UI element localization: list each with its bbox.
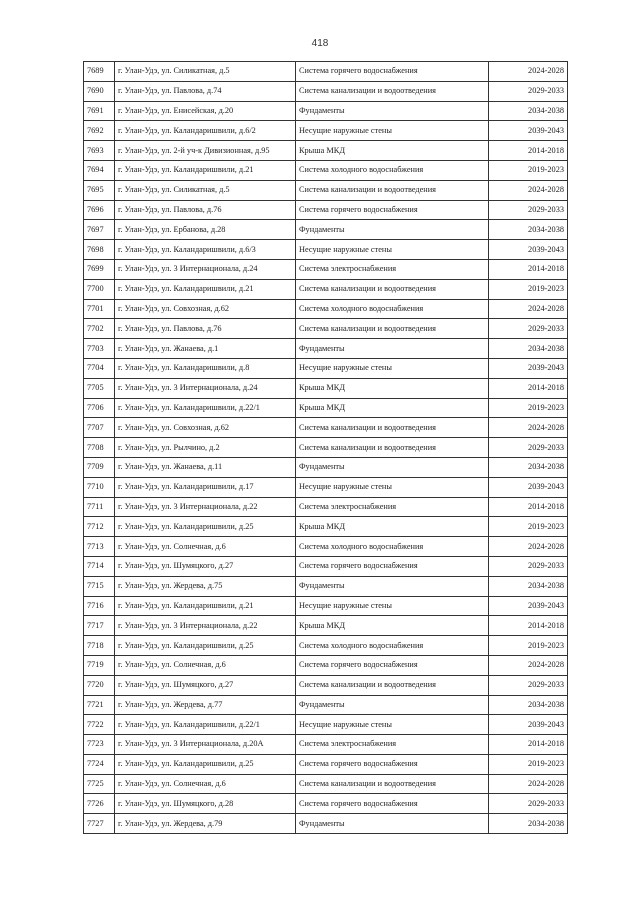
cell-number: 7712: [84, 517, 115, 537]
cell-number: 7703: [84, 339, 115, 359]
cell-work-type: Система горячего водоснабжения: [296, 200, 489, 220]
cell-work-type: Фундаменты: [296, 814, 489, 834]
cell-address: г. Улан-Удэ, ул. Каландаришвили, д.6/2: [115, 121, 296, 141]
repair-schedule-table: [83, 61, 568, 834]
cell-period: 2034-2038: [489, 339, 568, 359]
table-row: [84, 497, 568, 517]
cell-address: г. Улан-Удэ, ул. Павлова, д.76: [115, 200, 296, 220]
cell-work-type: Система горячего водоснабжения: [296, 556, 489, 576]
cell-period: 2014-2018: [489, 378, 568, 398]
table-row: [84, 477, 568, 497]
cell-number: 7719: [84, 655, 115, 675]
table-row: [84, 556, 568, 576]
cell-number: 7718: [84, 636, 115, 656]
cell-address: г. Улан-Удэ, ул. Силикатная, д.5: [115, 62, 296, 82]
cell-period: 2039-2043: [489, 477, 568, 497]
cell-number: 7691: [84, 101, 115, 121]
cell-period: 2019-2023: [489, 398, 568, 418]
table-row: [84, 378, 568, 398]
table-row: [84, 141, 568, 161]
cell-address: г. Улан-Удэ, ул. 3 Интернационала, д.20А: [115, 735, 296, 755]
cell-work-type: Система электроснабжения: [296, 735, 489, 755]
cell-address: г. Улан-Удэ, ул. Жанаева, д.11: [115, 457, 296, 477]
cell-number: 7711: [84, 497, 115, 517]
table-row: [84, 576, 568, 596]
table-row: [84, 517, 568, 537]
table-row: [84, 240, 568, 260]
cell-address: г. Улан-Удэ, ул. Каландаришвили, д.6/3: [115, 240, 296, 260]
cell-period: 2024-2028: [489, 299, 568, 319]
cell-number: 7723: [84, 735, 115, 755]
cell-work-type: Система канализации и водоотведения: [296, 319, 489, 339]
table-row: [84, 537, 568, 557]
cell-period: 2039-2043: [489, 715, 568, 735]
cell-address: г. Улан-Удэ, ул. Совхозная, д.62: [115, 418, 296, 438]
cell-number: 7717: [84, 616, 115, 636]
cell-number: 7721: [84, 695, 115, 715]
page-number: 418: [311, 38, 329, 49]
cell-address: г. Улан-Удэ, ул. Жердева, д.75: [115, 576, 296, 596]
table-row: [84, 358, 568, 378]
cell-work-type: Система канализации и водоотведения: [296, 418, 489, 438]
cell-work-type: Фундаменты: [296, 220, 489, 240]
cell-period: 2039-2043: [489, 596, 568, 616]
cell-address: г. Улан-Удэ, ул. Каландаришвили, д.17: [115, 477, 296, 497]
cell-work-type: Крыша МКД: [296, 616, 489, 636]
cell-work-type: Система канализации и водоотведения: [296, 438, 489, 458]
cell-address: г. Улан-Удэ, ул. 2-й уч-к Дивизионная, д.95: [115, 141, 296, 161]
table-row: [84, 735, 568, 755]
cell-work-type: Фундаменты: [296, 339, 489, 359]
table-row: [84, 62, 568, 82]
cell-work-type: Фундаменты: [296, 101, 489, 121]
cell-period: 2039-2043: [489, 121, 568, 141]
cell-period: 2034-2038: [489, 576, 568, 596]
cell-period: 2014-2018: [489, 616, 568, 636]
cell-period: 2029-2033: [489, 556, 568, 576]
cell-number: 7693: [84, 141, 115, 161]
table-row: [84, 715, 568, 735]
cell-number: 7700: [84, 279, 115, 299]
cell-period: 2029-2033: [489, 319, 568, 339]
cell-address: г. Улан-Удэ, ул. Совхозная, д.62: [115, 299, 296, 319]
cell-work-type: Система холодного водоснабжения: [296, 636, 489, 656]
cell-work-type: Фундаменты: [296, 576, 489, 596]
cell-number: 7708: [84, 438, 115, 458]
cell-number: 7726: [84, 794, 115, 814]
cell-address: г. Улан-Удэ, ул. 3 Интернационала, д.22: [115, 497, 296, 517]
cell-number: 7709: [84, 457, 115, 477]
cell-period: 2029-2033: [489, 794, 568, 814]
table-row: [84, 636, 568, 656]
cell-address: г. Улан-Удэ, ул. 3 Интернационала, д.24: [115, 259, 296, 279]
cell-period: 2024-2028: [489, 180, 568, 200]
cell-address: г. Улан-Удэ, ул. Каландаришвили, д.21: [115, 596, 296, 616]
cell-address: г. Улан-Удэ, ул. Каландаришвили, д.21: [115, 279, 296, 299]
cell-address: г. Улан-Удэ, ул. Жердева, д.77: [115, 695, 296, 715]
cell-period: 2029-2033: [489, 81, 568, 101]
cell-number: 7713: [84, 537, 115, 557]
cell-period: 2029-2033: [489, 438, 568, 458]
cell-number: 7692: [84, 121, 115, 141]
table-row: [84, 418, 568, 438]
table-row: [84, 220, 568, 240]
cell-work-type: Крыша МКД: [296, 517, 489, 537]
cell-period: 2019-2023: [489, 160, 568, 180]
cell-period: 2019-2023: [489, 279, 568, 299]
cell-work-type: Система электроснабжения: [296, 259, 489, 279]
cell-period: 2034-2038: [489, 695, 568, 715]
cell-address: г. Улан-Удэ, ул. Енисейская, д.20: [115, 101, 296, 121]
cell-number: 7722: [84, 715, 115, 735]
table-row: [84, 319, 568, 339]
cell-period: 2034-2038: [489, 220, 568, 240]
table-row: [84, 101, 568, 121]
cell-period: 2019-2023: [489, 754, 568, 774]
cell-number: 7699: [84, 259, 115, 279]
cell-work-type: Система горячего водоснабжения: [296, 62, 489, 82]
cell-work-type: Несущие наружные стены: [296, 240, 489, 260]
table-row: [84, 616, 568, 636]
cell-period: 2034-2038: [489, 457, 568, 477]
cell-address: г. Улан-Удэ, ул. Солнечная, д.6: [115, 655, 296, 675]
table-row: [84, 754, 568, 774]
cell-number: 7710: [84, 477, 115, 497]
cell-number: 7714: [84, 556, 115, 576]
table-row: [84, 299, 568, 319]
cell-work-type: Система канализации и водоотведения: [296, 279, 489, 299]
cell-number: 7697: [84, 220, 115, 240]
table-row: [84, 180, 568, 200]
cell-period: 2029-2033: [489, 675, 568, 695]
cell-number: 7702: [84, 319, 115, 339]
cell-work-type: Крыша МКД: [296, 378, 489, 398]
cell-address: г. Улан-Удэ, ул. Каландаришвили, д.8: [115, 358, 296, 378]
cell-work-type: Несущие наружные стены: [296, 121, 489, 141]
table-row: [84, 339, 568, 359]
cell-number: 7696: [84, 200, 115, 220]
cell-period: 2024-2028: [489, 537, 568, 557]
cell-work-type: Система канализации и водоотведения: [296, 675, 489, 695]
cell-period: 2019-2023: [489, 517, 568, 537]
cell-number: 7725: [84, 774, 115, 794]
table-row: [84, 814, 568, 834]
cell-period: 2024-2028: [489, 774, 568, 794]
cell-period: 2014-2018: [489, 735, 568, 755]
cell-work-type: Несущие наружные стены: [296, 596, 489, 616]
cell-number: 7720: [84, 675, 115, 695]
cell-work-type: Фундаменты: [296, 457, 489, 477]
cell-work-type: Фундаменты: [296, 695, 489, 715]
cell-work-type: Несущие наружные стены: [296, 715, 489, 735]
cell-address: г. Улан-Удэ, ул. Каландаришвили, д.25: [115, 636, 296, 656]
cell-period: 2014-2018: [489, 141, 568, 161]
cell-period: 2039-2043: [489, 240, 568, 260]
table-row: [84, 81, 568, 101]
cell-number: 7701: [84, 299, 115, 319]
cell-work-type: Крыша МКД: [296, 141, 489, 161]
cell-address: г. Улан-Удэ, ул. Павлова, д.76: [115, 319, 296, 339]
cell-number: 7694: [84, 160, 115, 180]
cell-address: г. Улан-Удэ, ул. Каландаришвили, д.22/1: [115, 715, 296, 735]
table-row: [84, 794, 568, 814]
cell-address: г. Улан-Удэ, ул. Силикатная, д.5: [115, 180, 296, 200]
table-row: [84, 695, 568, 715]
cell-address: г. Улан-Удэ, ул. Каландаришвили, д.21: [115, 160, 296, 180]
cell-period: 2029-2033: [489, 200, 568, 220]
cell-address: г. Улан-Удэ, ул. Жердева, д.79: [115, 814, 296, 834]
cell-period: 2019-2023: [489, 636, 568, 656]
cell-number: 7724: [84, 754, 115, 774]
cell-work-type: Несущие наружные стены: [296, 358, 489, 378]
cell-address: г. Улан-Удэ, ул. Каландаришвили, д.25: [115, 517, 296, 537]
cell-number: 7698: [84, 240, 115, 260]
cell-address: г. Улан-Удэ, ул. Павлова, д.74: [115, 81, 296, 101]
table-row: [84, 438, 568, 458]
table-row: [84, 596, 568, 616]
table-row: [84, 121, 568, 141]
table-row: [84, 655, 568, 675]
table-row: [84, 279, 568, 299]
cell-work-type: Система холодного водоснабжения: [296, 299, 489, 319]
cell-address: г. Улан-Удэ, ул. Ербанова, д.28: [115, 220, 296, 240]
cell-address: г. Улан-Удэ, ул. Каландаришвили, д.22/1: [115, 398, 296, 418]
cell-number: 7689: [84, 62, 115, 82]
table-row: [84, 200, 568, 220]
cell-number: 7690: [84, 81, 115, 101]
cell-number: 7707: [84, 418, 115, 438]
cell-number: 7727: [84, 814, 115, 834]
table-row: [84, 457, 568, 477]
cell-address: г. Улан-Удэ, ул. Шумяцкого, д.28: [115, 794, 296, 814]
cell-period: 2024-2028: [489, 418, 568, 438]
table-row: [84, 398, 568, 418]
table-row: [84, 259, 568, 279]
cell-period: 2024-2028: [489, 62, 568, 82]
cell-work-type: Система канализации и водоотведения: [296, 774, 489, 794]
cell-work-type: Крыша МКД: [296, 398, 489, 418]
cell-work-type: Несущие наружные стены: [296, 477, 489, 497]
cell-address: г. Улан-Удэ, ул. Жанаева, д.1: [115, 339, 296, 359]
cell-work-type: Система горячего водоснабжения: [296, 655, 489, 675]
cell-work-type: Система канализации и водоотведения: [296, 180, 489, 200]
cell-work-type: Система холодного водоснабжения: [296, 160, 489, 180]
cell-address: г. Улан-Удэ, ул. Солнечная, д.6: [115, 537, 296, 557]
cell-number: 7715: [84, 576, 115, 596]
cell-work-type: Система горячего водоснабжения: [296, 754, 489, 774]
cell-address: г. Улан-Удэ, ул. Солнечная, д.6: [115, 774, 296, 794]
cell-address: г. Улан-Удэ, ул. 3 Интернационала, д.24: [115, 378, 296, 398]
cell-period: 2034-2038: [489, 101, 568, 121]
cell-address: г. Улан-Удэ, ул. Шумяцкого, д.27: [115, 556, 296, 576]
cell-address: г. Улан-Удэ, ул. Каландаришвили, д.25: [115, 754, 296, 774]
cell-number: 7704: [84, 358, 115, 378]
table-body: [84, 62, 568, 834]
cell-period: 2039-2043: [489, 358, 568, 378]
cell-address: г. Улан-Удэ, ул. 3 Интернационала, д.22: [115, 616, 296, 636]
table-row: [84, 675, 568, 695]
cell-address: г. Улан-Удэ, ул. Шумяцкого, д.27: [115, 675, 296, 695]
cell-work-type: Система канализации и водоотведения: [296, 81, 489, 101]
cell-period: 2034-2038: [489, 814, 568, 834]
table-row: [84, 160, 568, 180]
cell-period: 2014-2018: [489, 259, 568, 279]
cell-number: 7705: [84, 378, 115, 398]
cell-work-type: Система холодного водоснабжения: [296, 537, 489, 557]
cell-work-type: Система электроснабжения: [296, 497, 489, 517]
cell-number: 7716: [84, 596, 115, 616]
table-row: [84, 774, 568, 794]
cell-number: 7695: [84, 180, 115, 200]
cell-address: г. Улан-Удэ, ул. Рылчино, д.2: [115, 438, 296, 458]
cell-period: 2024-2028: [489, 655, 568, 675]
cell-period: 2014-2018: [489, 497, 568, 517]
cell-work-type: Система горячего водоснабжения: [296, 794, 489, 814]
cell-number: 7706: [84, 398, 115, 418]
